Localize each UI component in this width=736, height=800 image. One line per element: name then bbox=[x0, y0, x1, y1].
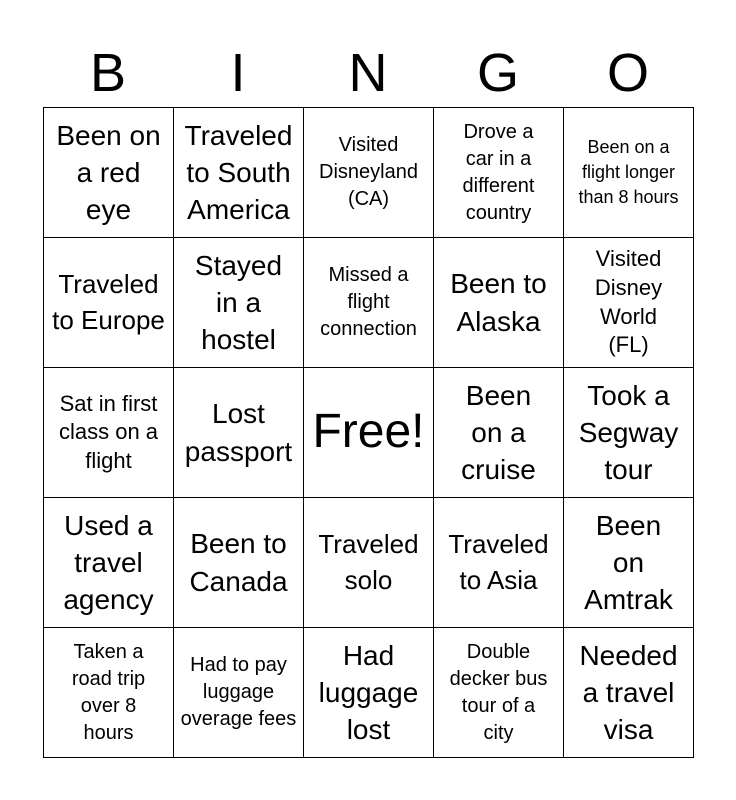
bingo-cell[interactable] bbox=[174, 108, 304, 238]
cell-text: Been on a cruise bbox=[461, 379, 536, 486]
bingo-cell[interactable] bbox=[174, 368, 304, 498]
cell-text: Needed a travel visa bbox=[579, 639, 678, 746]
bingo-cell[interactable] bbox=[564, 108, 694, 238]
bingo-cell[interactable] bbox=[564, 368, 694, 498]
header-letter-g: G bbox=[476, 43, 519, 103]
bingo-header bbox=[43, 40, 693, 106]
cell-text: Been on a red eye bbox=[56, 119, 161, 226]
bingo-cell[interactable] bbox=[304, 498, 434, 628]
cell-text: Missed a flight connection bbox=[320, 264, 417, 340]
free-space-text: Free! bbox=[312, 405, 425, 459]
cell-text: Traveled to South America bbox=[184, 119, 293, 226]
cell-text: Lost passport bbox=[184, 398, 293, 467]
header-letter-o: O bbox=[606, 43, 649, 103]
header-letter-b: B bbox=[89, 43, 127, 103]
cell-text: Had to pay luggage overage fees bbox=[180, 654, 297, 730]
cell-text: Traveled to Asia bbox=[448, 528, 549, 595]
cell-text: Had luggage lost bbox=[318, 639, 419, 746]
cell-text: Traveled solo bbox=[318, 528, 419, 595]
cell-text: Drove a car in a different country bbox=[462, 120, 535, 224]
bingo-cell-free[interactable] bbox=[304, 368, 434, 498]
header-letter-i: I bbox=[230, 43, 246, 103]
bingo-card-grid bbox=[43, 107, 694, 758]
bingo-cell[interactable] bbox=[304, 628, 434, 758]
bingo-cell[interactable] bbox=[434, 628, 564, 758]
cell-text: Stayed in a hostel bbox=[194, 249, 283, 356]
bingo-cell[interactable] bbox=[434, 498, 564, 628]
cell-text: Took a Segway tour bbox=[578, 379, 679, 486]
bingo-cell[interactable] bbox=[564, 498, 694, 628]
cell-text: Taken a road trip over 8 hours bbox=[71, 640, 146, 744]
bingo-cell[interactable] bbox=[44, 628, 174, 758]
bingo-cell[interactable] bbox=[434, 238, 564, 368]
bingo-cell[interactable] bbox=[434, 108, 564, 238]
bingo-cell[interactable] bbox=[564, 238, 694, 368]
bingo-cell[interactable] bbox=[174, 238, 304, 368]
cell-text: Visited Disneyland (CA) bbox=[319, 134, 418, 210]
header-letter-n: N bbox=[348, 43, 388, 103]
cell-text: Double decker bus tour of a city bbox=[449, 640, 548, 744]
bingo-cell[interactable] bbox=[174, 628, 304, 758]
cell-text: Been to Alaska bbox=[450, 268, 547, 337]
bingo-cell[interactable] bbox=[44, 368, 174, 498]
cell-text: Sat in first class on a flight bbox=[58, 390, 159, 473]
bingo-cell[interactable] bbox=[174, 498, 304, 628]
bingo-cell[interactable] bbox=[564, 628, 694, 758]
bingo-cell[interactable] bbox=[434, 368, 564, 498]
cell-text: Been on a flight longer than 8 hours bbox=[578, 137, 679, 207]
bingo-cell[interactable] bbox=[44, 108, 174, 238]
bingo-cell[interactable] bbox=[304, 108, 434, 238]
cell-text: Been to Canada bbox=[189, 528, 288, 597]
bingo-cell[interactable] bbox=[44, 498, 174, 628]
cell-text: Traveled to Europe bbox=[52, 268, 165, 335]
cell-text: Visited Disney World (FL) bbox=[594, 246, 663, 358]
bingo-cell[interactable] bbox=[44, 238, 174, 368]
cell-text: Used a travel agency bbox=[63, 509, 154, 616]
bingo-cell[interactable] bbox=[304, 238, 434, 368]
cell-text: Been on Amtrak bbox=[584, 509, 673, 616]
